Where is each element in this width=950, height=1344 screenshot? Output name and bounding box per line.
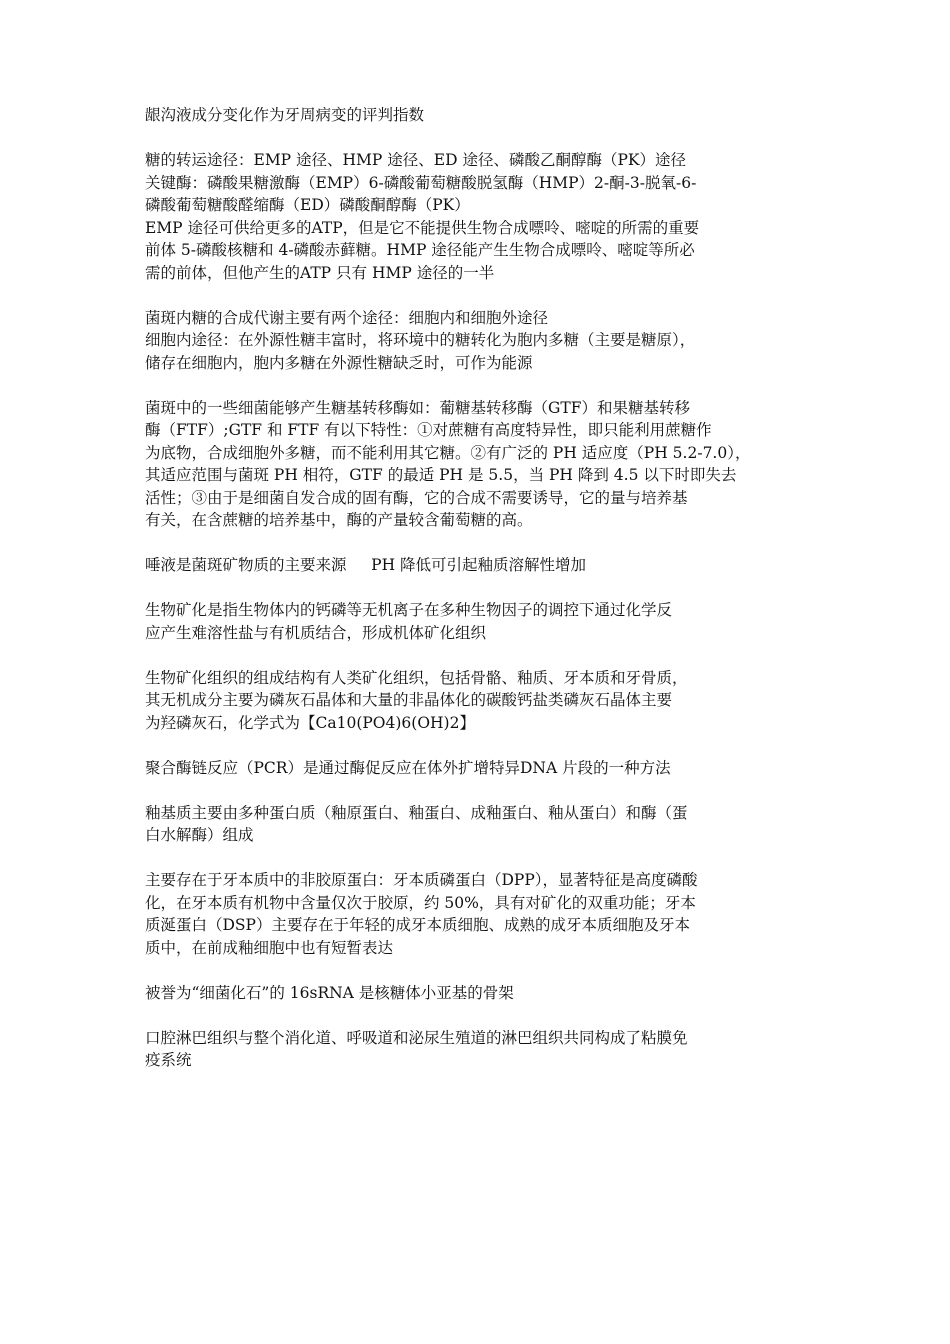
paragraph-glycosyltransferase [145, 397, 825, 532]
paragraph-gap [145, 284, 825, 307]
paragraph-gap [145, 959, 825, 982]
paragraph-gap [145, 644, 825, 667]
text-line: 口腔淋巴组织与整个消化道、呼吸道和泌尿生殖道的淋巴组织共同构成了粘膜免 [145, 1028, 688, 1047]
document-title: 龈沟液成分变化作为牙周病变的评判指数 [145, 106, 425, 124]
text-line: 聚合酶链反应（PCR）是通过酶促反应在体外扩增特异DNA 片段的一种方法 [145, 758, 671, 777]
text-line: 唾液是菌斑矿物质的主要来源 PH 降低可引起釉质溶解性增加 [145, 556, 587, 574]
text-line: 活性；③由于是细菌自发合成的固有酶，它的合成不需要诱导，它的量与培养基 [145, 488, 688, 507]
text-line: 前体 5-磷酸核糖和 4-磷酸赤藓糖。HMP 途径能产生生物合成嘌呤、嘧啶等所必 [145, 241, 695, 259]
text-line: 生物矿化组织的组成结构有人类矿化组织，包括骨骼、釉质、牙本质和牙骨质， [145, 668, 688, 687]
text-line: 被誉为“细菌化石”的 16sRNA 是核糖体小亚基的骨架 [145, 983, 514, 1002]
text-line: 化，在牙本质有机物中含量仅次于胶原，约 50%，具有对矿化的双重功能；牙本 [145, 893, 696, 912]
paragraph-mucosal-immunity [145, 1027, 825, 1072]
paragraph-dentin-proteins [145, 869, 825, 959]
paragraph-gap [145, 127, 825, 150]
paragraph-plaque-synthesis [145, 307, 825, 375]
text-line: 关键酶：磷酸果糖激酶（EMP）6-磷酸葡萄糖酸脱氢酶（HMP）2-酮-3-脱氧-6- [145, 173, 697, 192]
text-line: 釉基质主要由多种蛋白质（釉原蛋白、釉蛋白、成釉蛋白、釉从蛋白）和酶（蛋 [145, 803, 688, 822]
paragraph-biomineralization [145, 599, 825, 644]
text-line: 有关，在含蔗糖的培养基中，酶的产量较含葡萄糖的高。 [145, 511, 533, 529]
paragraph-gap [145, 779, 825, 802]
text-line: 其适应范围与菌斑 PH 相符，GTF 的最适 PH 是 5.5，当 PH 降到 4.5 以下时即失去 [145, 466, 737, 484]
document-page [145, 104, 825, 1072]
paragraph-gap [145, 532, 825, 555]
text-line: 主要存在于牙本质中的非胶原蛋白：牙本质磷蛋白（DPP），显著特征是高度磷酸 [145, 871, 698, 889]
text-line: 应产生难溶性盐与有机质结合，形成机体矿化组织 [145, 623, 487, 642]
text-line: EMP 途径可供给更多的ATP，但是它不能提供生物合成嘌呤、嘧啶的所需的重要 [145, 218, 700, 237]
text-line: 质涎蛋白（DSP）主要存在于年轻的成牙本质细胞、成熟的成牙本质细胞及牙本 [145, 916, 690, 934]
paragraph-mineralized-tissue [145, 667, 825, 735]
paragraph-gap [145, 847, 825, 870]
paragraph-gap [145, 374, 825, 397]
paragraph-16srna [145, 982, 825, 1005]
paragraph-gap [145, 577, 825, 600]
paragraph-gap [145, 1004, 825, 1027]
text-line: 为底物，合成细胞外多糖，而不能利用其它糖。②有广泛的 PH 适应度（PH 5.2-7.0）， [145, 443, 751, 462]
paragraph-sugar-transport [145, 149, 825, 284]
text-line: 为羟磷灰石，化学式为【Ca10(PO4)6(OH)2】 [145, 713, 475, 732]
text-line: 需的前体，但他产生的ATP 只有 HMP 途径的一半 [145, 263, 495, 282]
text-line: 生物矿化是指生物体内的钙磷等无机离子在多种生物因子的调控下通过化学反 [145, 601, 673, 619]
paragraph-gap [145, 734, 825, 757]
text-line: 磷酸葡萄糖酸醛缩酶（ED）磷酸酮醇酶（PK） [145, 196, 470, 214]
text-line: 酶（FTF）;GTF 和 FTF 有以下特性：①对蔗糖有高度特异性，即只能利用蔗糖作 [145, 421, 712, 439]
text-line: 菌斑中的一些细菌能够产生糖基转移酶如：葡糖基转移酶（GTF）和果糖基转移 [145, 398, 690, 417]
paragraph-enamel-matrix [145, 802, 825, 847]
text-line: 其无机成分主要为磷灰石晶体和大量的非晶体化的碳酸钙盐类磷灰石晶体主要 [145, 691, 673, 709]
text-line: 细胞内途径：在外源性糖丰富时，将环境中的糖转化为胞内多糖（主要是糖原）， [145, 331, 696, 349]
text-line: 疫系统 [145, 1051, 192, 1069]
text-line: 质中，在前成釉细胞中也有短暂表达 [145, 938, 394, 957]
text-line: 糖的转运途径：EMP 途径、HMP 途径、ED 途径、磷酸乙酮醇酶（PK）途径 [145, 151, 686, 169]
paragraph-pcr [145, 757, 825, 780]
text-line: 白水解酶）组成 [145, 826, 254, 844]
text-line: 储存在细胞内，胞内多糖在外源性糖缺乏时，可作为能源 [145, 353, 533, 372]
text-line: 菌斑内糖的合成代谢主要有两个途径：细胞内和细胞外途径 [145, 308, 549, 327]
paragraph-saliva [145, 554, 825, 577]
